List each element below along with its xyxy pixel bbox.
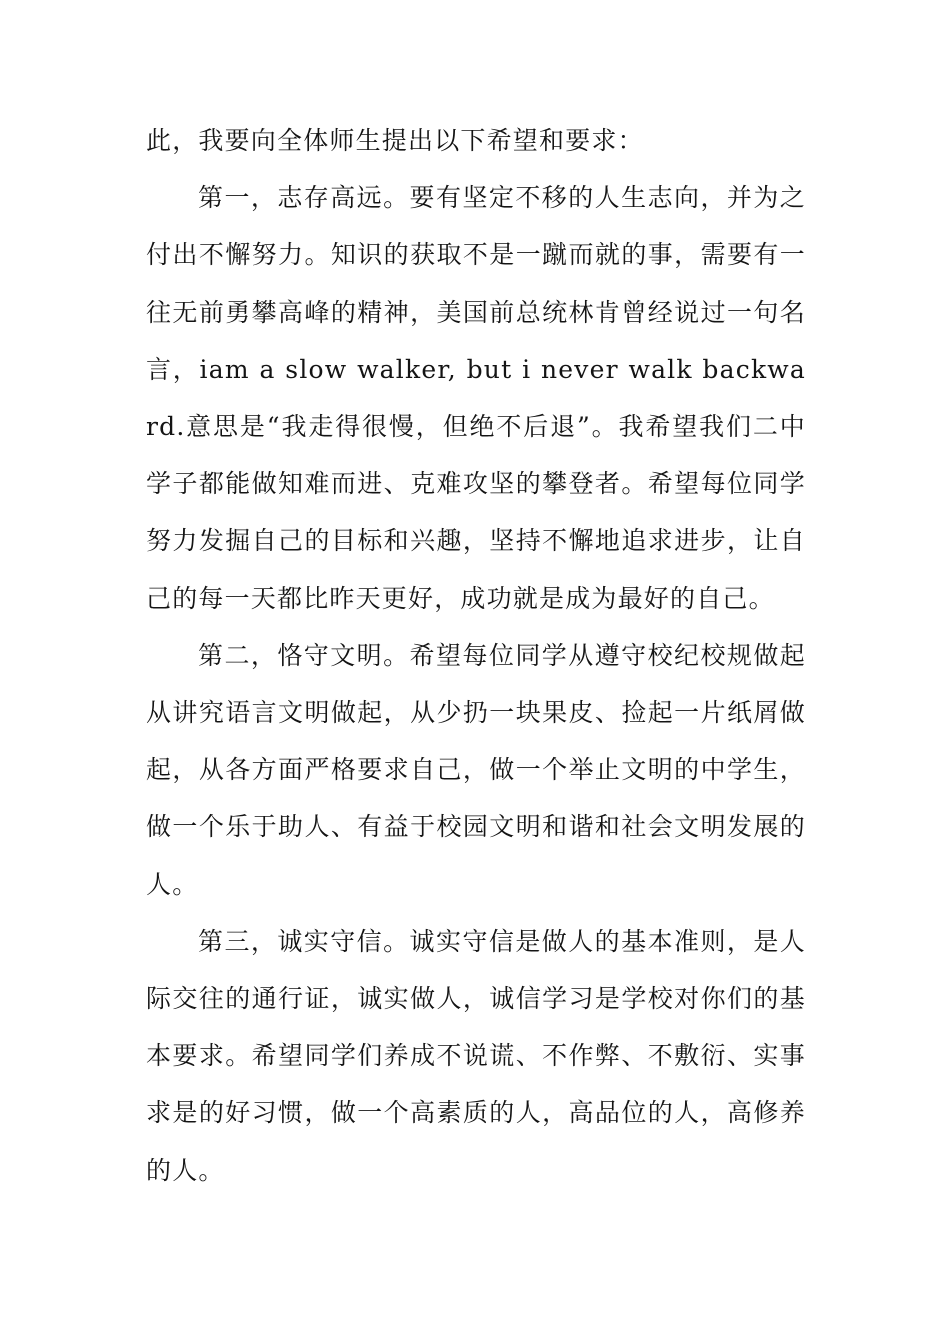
paragraph-first-point: 第一，志存高远。要有坚定不移的人生志向，并为之付出不懈努力。知识的获取不是一蹴而就的事，需要有一往无前勇攀高峰的精神，美国前总统林肯曾经说过一句名言，iam a slow walker, but i never walk backward.意思是“我走得很慢，但绝不后退”。我希望我们二中学子都能做知难而进、克难攻坚的攀登者。希望每位同学努力发掘自己的目标和兴趣，坚持不懈地追求进步，让自己的每一天都比昨天更好，成功就是成为最好的自己。 [146, 183, 806, 613]
paragraph-second-point: 第二，恪守文明。希望每位同学从遵守校纪校规做起从讲究语言文明做起，从少扔一块果皮、捡起一片纸屑做起，从各方面严格要求自己，做一个举止文明的中学生，做一个乐于助人、有益于校园文明和谐和社会文明发展的人。 [146, 640, 806, 899]
paragraph-third-point: 第三，诚实守信。诚实守信是做人的基本准则，是人际交往的通行证，诚实做人，诚信学习是学校对你们的基本要求。希望同学们养成不说谎、不作弊、不敷衍、实事求是的好习惯，做一个高素质的人，高品位的人，高修养的人。 [146, 926, 806, 1185]
paragraph-intro-continuation: 此，我要向全体师生提出以下希望和要求： [146, 126, 644, 155]
document-body [146, 112, 806, 1199]
